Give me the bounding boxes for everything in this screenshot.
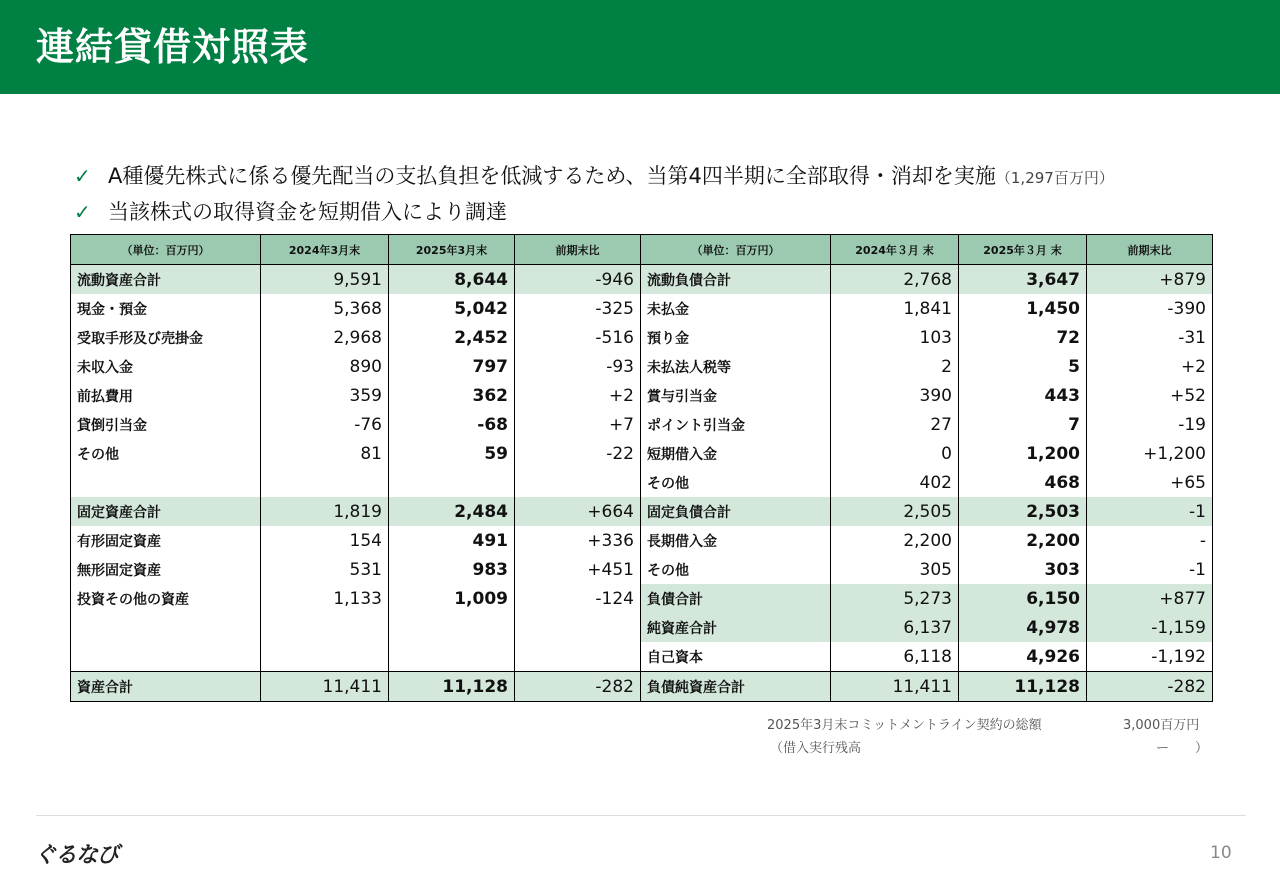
liabilities-prev-cell: 11,411 — [831, 672, 959, 702]
liabilities-prev-cell: 5,273 — [831, 584, 959, 613]
liabilities-curr-cell: 4,926 — [959, 642, 1087, 672]
assets-change-cell: -946 — [515, 265, 641, 295]
table-row — [71, 526, 1213, 555]
header-unit-assets: （単位：百万円） — [71, 235, 261, 265]
bullet-text: 当該株式の取得資金を短期借入により調達 — [108, 200, 507, 224]
liabilities-change-cell: +1,200 — [1087, 439, 1213, 468]
header-unit-liabilities: （単位：百万円） — [641, 235, 831, 265]
commitment-value: 3,000百万円 — [1123, 718, 1200, 733]
borrow-label: （借入実行残高 — [770, 741, 862, 756]
liabilities-label-cell: その他 — [641, 555, 831, 584]
liabilities-change-cell: -282 — [1087, 672, 1213, 702]
assets-change-cell: +451 — [515, 555, 641, 584]
assets-label-cell: 前払費用 — [71, 381, 261, 410]
liabilities-change-cell: +877 — [1087, 584, 1213, 613]
assets-curr-cell: 2,484 — [389, 497, 515, 526]
table-row — [71, 613, 1213, 642]
footer-divider — [36, 815, 1246, 816]
header-2025-liabilities: 2025年３月 末 — [959, 235, 1087, 265]
table-row — [71, 672, 1213, 702]
assets-prev-cell: 1,133 — [261, 584, 389, 613]
liabilities-label-cell: 未払法人税等 — [641, 352, 831, 381]
liabilities-curr-cell: 2,200 — [959, 526, 1087, 555]
liabilities-label-cell: 固定負債合計 — [641, 497, 831, 526]
liabilities-curr-cell: 6,150 — [959, 584, 1087, 613]
assets-change-cell: -93 — [515, 352, 641, 381]
liabilities-label-cell: 純資産合計 — [641, 613, 831, 642]
liabilities-curr-cell: 303 — [959, 555, 1087, 584]
commitment-label: 2025年3月末コミットメントライン契約の総額 — [767, 718, 1042, 733]
assets-change-cell: -516 — [515, 323, 641, 352]
assets-curr-cell: 8,644 — [389, 265, 515, 295]
assets-prev-cell: 154 — [261, 526, 389, 555]
table-row — [71, 584, 1213, 613]
assets-label-cell: その他 — [71, 439, 261, 468]
liabilities-prev-cell: 2,200 — [831, 526, 959, 555]
liabilities-label-cell: 負債純資産合計 — [641, 672, 831, 702]
assets-curr-cell: 491 — [389, 526, 515, 555]
liabilities-change-cell: +879 — [1087, 265, 1213, 295]
header-2024-assets: 2024年3月末 — [261, 235, 389, 265]
liabilities-curr-cell: 468 — [959, 468, 1087, 497]
assets-curr-cell: 362 — [389, 381, 515, 410]
assets-change-cell — [515, 642, 641, 672]
checkmark-icon: ✓ — [74, 164, 91, 188]
table-row — [71, 468, 1213, 497]
assets-label-cell: 未収入金 — [71, 352, 261, 381]
liabilities-prev-cell: 6,137 — [831, 613, 959, 642]
liabilities-prev-cell: 1,841 — [831, 294, 959, 323]
assets-prev-cell — [261, 468, 389, 497]
assets-curr-cell: 797 — [389, 352, 515, 381]
assets-label-cell: 投資その他の資産 — [71, 584, 261, 613]
liabilities-change-cell: -1 — [1087, 555, 1213, 584]
assets-prev-cell: 81 — [261, 439, 389, 468]
assets-label-cell: 無形固定資産 — [71, 555, 261, 584]
liabilities-prev-cell: 6,118 — [831, 642, 959, 672]
liabilities-label-cell: その他 — [641, 468, 831, 497]
assets-label-cell: 現金・預金 — [71, 294, 261, 323]
assets-label-cell: 有形固定資産 — [71, 526, 261, 555]
liabilities-label-cell: 未払金 — [641, 294, 831, 323]
table-row — [71, 439, 1213, 468]
liabilities-change-cell: -31 — [1087, 323, 1213, 352]
liabilities-label-cell: 短期借入金 — [641, 439, 831, 468]
assets-curr-cell — [389, 613, 515, 642]
liabilities-prev-cell: 390 — [831, 381, 959, 410]
liabilities-curr-cell: 7 — [959, 410, 1087, 439]
liabilities-change-cell: -19 — [1087, 410, 1213, 439]
header-change-liabilities: 前期末比 — [1087, 235, 1213, 265]
liabilities-curr-cell: 2,503 — [959, 497, 1087, 526]
liabilities-curr-cell: 1,450 — [959, 294, 1087, 323]
assets-label-cell: 流動資産合計 — [71, 265, 261, 295]
liabilities-change-cell: -1 — [1087, 497, 1213, 526]
checkmark-icon: ✓ — [74, 200, 91, 224]
liabilities-change-cell: -1,192 — [1087, 642, 1213, 672]
bullet-list — [74, 158, 1114, 230]
liabilities-curr-cell: 4,978 — [959, 613, 1087, 642]
assets-curr-cell: 11,128 — [389, 672, 515, 702]
liabilities-prev-cell: 402 — [831, 468, 959, 497]
table-row — [71, 381, 1213, 410]
page-number: 10 — [1210, 843, 1232, 863]
assets-change-cell — [515, 468, 641, 497]
assets-prev-cell: 531 — [261, 555, 389, 584]
liabilities-prev-cell: 305 — [831, 555, 959, 584]
assets-curr-cell: 59 — [389, 439, 515, 468]
liabilities-curr-cell: 11,128 — [959, 672, 1087, 702]
table-row — [71, 497, 1213, 526]
table-row — [71, 323, 1213, 352]
liabilities-prev-cell: 103 — [831, 323, 959, 352]
bullet-note: （1,297百万円） — [995, 169, 1114, 187]
assets-change-cell: -22 — [515, 439, 641, 468]
borrow-value: ー ） — [1156, 741, 1209, 756]
assets-prev-cell: 9,591 — [261, 265, 389, 295]
liabilities-prev-cell: 27 — [831, 410, 959, 439]
assets-label-cell: 貸倒引当金 — [71, 410, 261, 439]
liabilities-prev-cell: 2,505 — [831, 497, 959, 526]
assets-curr-cell: 983 — [389, 555, 515, 584]
assets-change-cell: +664 — [515, 497, 641, 526]
assets-curr-cell — [389, 468, 515, 497]
liabilities-label-cell: 自己資本 — [641, 642, 831, 672]
liabilities-change-cell: +52 — [1087, 381, 1213, 410]
assets-label-cell — [71, 468, 261, 497]
brand-logo: ぐるなび — [34, 843, 119, 868]
assets-label-cell: 受取手形及び売掛金 — [71, 323, 261, 352]
liabilities-curr-cell: 72 — [959, 323, 1087, 352]
liabilities-curr-cell: 1,200 — [959, 439, 1087, 468]
page-title: 連結貸借対照表 — [36, 25, 310, 69]
header-change-assets: 前期末比 — [515, 235, 641, 265]
table-header-row — [71, 235, 1213, 265]
assets-prev-cell: 2,968 — [261, 323, 389, 352]
header-2024-liabilities: 2024年３月 末 — [831, 235, 959, 265]
liabilities-prev-cell: 2,768 — [831, 265, 959, 295]
liabilities-prev-cell: 2 — [831, 352, 959, 381]
header-bar — [0, 0, 1280, 94]
assets-curr-cell: -68 — [389, 410, 515, 439]
assets-prev-cell: 890 — [261, 352, 389, 381]
liabilities-change-cell: +65 — [1087, 468, 1213, 497]
assets-curr-cell: 1,009 — [389, 584, 515, 613]
table-row — [71, 555, 1213, 584]
assets-change-cell: +336 — [515, 526, 641, 555]
assets-curr-cell: 2,452 — [389, 323, 515, 352]
balance-sheet-table — [70, 234, 1213, 702]
assets-prev-cell — [261, 613, 389, 642]
assets-change-cell: +7 — [515, 410, 641, 439]
liabilities-label-cell: 預り金 — [641, 323, 831, 352]
liabilities-label-cell: ポイント引当金 — [641, 410, 831, 439]
table-row — [71, 410, 1213, 439]
assets-curr-cell: 5,042 — [389, 294, 515, 323]
assets-change-cell: +2 — [515, 381, 641, 410]
table-row — [71, 294, 1213, 323]
liabilities-curr-cell: 443 — [959, 381, 1087, 410]
liabilities-label-cell: 賞与引当金 — [641, 381, 831, 410]
assets-prev-cell — [261, 642, 389, 672]
assets-change-cell: -124 — [515, 584, 641, 613]
assets-prev-cell: 5,368 — [261, 294, 389, 323]
assets-curr-cell — [389, 642, 515, 672]
liabilities-label-cell: 負債合計 — [641, 584, 831, 613]
assets-prev-cell: 11,411 — [261, 672, 389, 702]
liabilities-label-cell: 長期借入金 — [641, 526, 831, 555]
assets-label-cell — [71, 613, 261, 642]
assets-change-cell: -282 — [515, 672, 641, 702]
assets-change-cell — [515, 613, 641, 642]
table-row — [71, 352, 1213, 381]
header-2025-assets: 2025年3月末 — [389, 235, 515, 265]
assets-change-cell: -325 — [515, 294, 641, 323]
bullet-item — [74, 158, 1114, 194]
assets-prev-cell: 359 — [261, 381, 389, 410]
bullet-text: A種優先株式に係る優先配当の支払負担を低減するため、当第4四半期に全部取得・消却を実施 — [108, 164, 996, 188]
liabilities-label-cell: 流動負債合計 — [641, 265, 831, 295]
assets-label-cell: 資産合計 — [71, 672, 261, 702]
liabilities-curr-cell: 5 — [959, 352, 1087, 381]
liabilities-prev-cell: 0 — [831, 439, 959, 468]
table-row — [71, 642, 1213, 672]
table-row — [71, 265, 1213, 295]
assets-prev-cell: 1,819 — [261, 497, 389, 526]
liabilities-change-cell: -390 — [1087, 294, 1213, 323]
liabilities-change-cell: +2 — [1087, 352, 1213, 381]
bullet-item — [74, 194, 1114, 230]
liabilities-change-cell: - — [1087, 526, 1213, 555]
assets-label-cell: 固定資産合計 — [71, 497, 261, 526]
assets-label-cell — [71, 642, 261, 672]
liabilities-curr-cell: 3,647 — [959, 265, 1087, 295]
liabilities-change-cell: -1,159 — [1087, 613, 1213, 642]
assets-prev-cell: -76 — [261, 410, 389, 439]
